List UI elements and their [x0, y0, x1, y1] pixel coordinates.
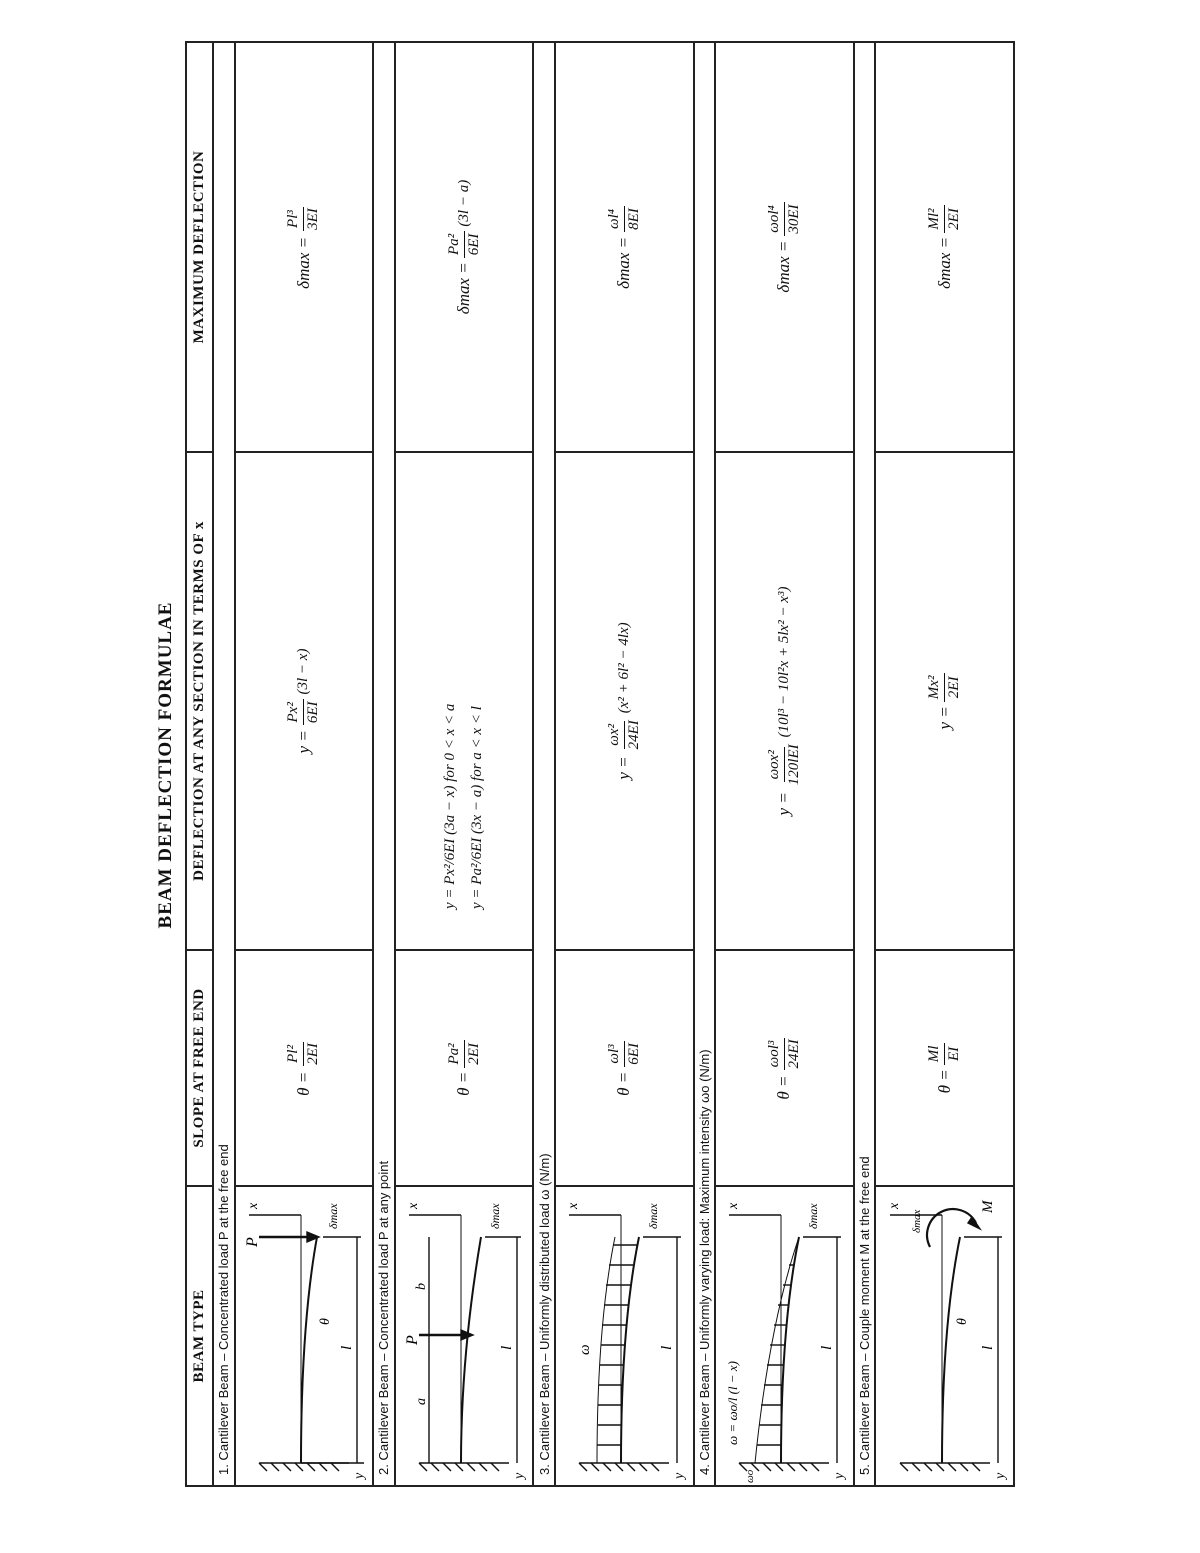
case-5-max-lhs: δmax =	[934, 236, 954, 289]
case-1-label: 1. Cantilever Beam – Concentrated load P at the free end	[213, 42, 235, 1486]
case-4-max	[715, 42, 854, 452]
case-5-defl-den: 2EI	[946, 676, 963, 699]
case-3-max-den: 8EI	[625, 208, 642, 230]
case-3-defl-den: 24EI	[625, 720, 642, 750]
case-1-max-num: Pl³	[285, 207, 304, 231]
case-2-defl-line-1: y = Px²/6EI (3a − x) for 0 < x < a	[442, 703, 459, 909]
case-4-length-label: l	[819, 1345, 836, 1350]
case-1-slope-label: θ	[317, 1318, 333, 1325]
case-2-defl-line-2: y = Pa²/6EI (3x − a) for a < x < l	[469, 706, 486, 909]
case-5-deflection	[875, 452, 1014, 950]
case-3-defl-rest: (x² + 6l² − 4lx)	[615, 622, 632, 714]
case-4-slope	[715, 950, 854, 1186]
case-1-y-label: y	[351, 1472, 367, 1479]
case-5-max	[875, 42, 1014, 452]
case-4-y-label: y	[832, 1472, 848, 1479]
case-4-label: 4. Cantilever Beam – Uniformly varying load: Maximum intensity ωo (N/m)	[694, 42, 716, 1486]
case-3-defl-num: ωx²	[606, 721, 625, 749]
case-1-slope-lhs: θ =	[293, 1071, 313, 1096]
case-5-slope-num: Ml	[926, 1043, 945, 1066]
case-1-defl-rest: (3l − x)	[295, 648, 312, 695]
case-5-max-den: 2EI	[946, 208, 963, 230]
case-5-slope-lhs: θ =	[934, 1069, 954, 1094]
case-1-max-den: 3EI	[305, 208, 322, 230]
case-2-max-lhs: δmax =	[454, 262, 474, 315]
case-2-max-rest: (3l − a)	[455, 179, 472, 227]
case-3-slope-num: ωl³	[606, 1041, 625, 1066]
case-4-dmax-label: δmax	[806, 1203, 821, 1229]
case-5-y-label: y	[992, 1472, 1008, 1479]
case-3-figure	[555, 1186, 694, 1486]
case-4-slope-den: 24EI	[785, 1039, 802, 1069]
header-slope: SLOPE AT FREE END	[186, 950, 213, 1186]
case-3-slope-lhs: θ =	[614, 1071, 634, 1096]
case-4-x-label: x	[726, 1202, 742, 1209]
case-4-defl-lhs: y =	[774, 792, 794, 816]
case-2-figure	[395, 1186, 534, 1486]
case-5-slope-label: θ	[954, 1318, 970, 1325]
case-1-length-label: l	[338, 1345, 355, 1350]
case-5-x-label: x	[886, 1202, 902, 1209]
case-5-defl-lhs: y =	[934, 706, 954, 730]
case-5-figure	[875, 1186, 1014, 1486]
case-2-beam-diagram	[399, 1189, 529, 1485]
case-2-max	[395, 42, 534, 452]
case-5-slope-den: EI	[946, 1046, 963, 1062]
case-4-deflection	[715, 452, 854, 950]
case-1-load-label: P	[243, 1237, 261, 1247]
case-1-figure	[235, 1186, 374, 1486]
header-beam-type: BEAM TYPE	[186, 1186, 213, 1486]
case-3-dmax-label: δmax	[646, 1203, 661, 1229]
case-4-w0-label: ωo	[744, 1469, 757, 1483]
case-4-slope-num: ωol³	[766, 1038, 785, 1071]
case-1-dmax-label: δmax	[325, 1203, 340, 1229]
case-5-slope	[875, 950, 1014, 1186]
case-4-beam-diagram	[719, 1189, 849, 1485]
case-3-deflection	[555, 452, 694, 950]
case-1-x-label: x	[245, 1202, 261, 1209]
case-1-max-lhs: δmax =	[293, 236, 313, 289]
case-3-slope	[555, 950, 694, 1186]
case-2-slope-den: 2EI	[465, 1043, 482, 1065]
case-5-max-num: Ml²	[926, 205, 945, 232]
case-3-load-label: ω	[577, 1344, 594, 1355]
formula-table-rotated	[185, 43, 1015, 1487]
case-1-defl-num: Px²	[285, 699, 304, 725]
case-2-slope-lhs: θ =	[454, 1071, 474, 1096]
case-4-max-num: ωol⁴	[766, 202, 785, 235]
case-3-length-label: l	[659, 1345, 676, 1350]
case-4-max-lhs: δmax =	[774, 240, 794, 293]
case-2-y-label: y	[512, 1472, 528, 1479]
case-5-length-label: l	[979, 1345, 996, 1350]
beam-formula-table	[185, 41, 1015, 1487]
document-title: BEAM DEFLECTION FORMULAE	[155, 601, 176, 929]
case-3-label: 3. Cantilever Beam – Uniformly distributed load ω (N/m)	[533, 42, 555, 1486]
case-2-max-num: Pa²	[446, 231, 465, 258]
case-1-max	[235, 42, 374, 452]
case-5-dmax-label: δmax	[910, 1209, 923, 1233]
case-3-beam-diagram	[559, 1189, 689, 1485]
case-2-deflection	[395, 452, 534, 950]
case-4-figure	[715, 1186, 854, 1486]
case-2-x-label: x	[406, 1202, 422, 1209]
case-1-defl-lhs: y =	[293, 730, 313, 754]
case-2-length-label: l	[499, 1345, 516, 1350]
case-4-load-label: ω = ωo/l (l − x)	[725, 1361, 741, 1445]
case-1-beam-diagram	[239, 1189, 369, 1485]
case-3-max-lhs: δmax =	[614, 236, 634, 289]
case-4-defl-rest: (10l³ − 10l²x + 5lx² − x³)	[775, 586, 792, 738]
header-deflection: DEFLECTION AT ANY SECTION IN TERMS OF x	[186, 452, 213, 950]
header-max-deflection: MAXIMUM DEFLECTION	[186, 42, 213, 452]
case-4-slope-lhs: θ =	[774, 1075, 794, 1100]
case-4-defl-num: ωox²	[766, 747, 785, 782]
case-3-max-num: ωl⁴	[606, 206, 625, 232]
case-2-load-label: P	[404, 1335, 422, 1345]
case-1-defl-den: 6EI	[305, 701, 322, 724]
case-2-a-label: a	[414, 1398, 430, 1405]
case-2-slope	[395, 950, 534, 1186]
case-2-label: 2. Cantilever Beam – Concentrated load P at any point	[373, 42, 395, 1486]
case-5-label: 5. Cantilever Beam – Couple moment M at the free end	[854, 42, 876, 1486]
case-2-dmax-label: δmax	[488, 1203, 503, 1229]
case-5-defl-num: Mx²	[926, 673, 945, 703]
case-3-defl-lhs: y =	[614, 756, 634, 780]
case-3-y-label: y	[672, 1472, 688, 1479]
case-2-max-den: 6EI	[465, 233, 482, 256]
case-5-beam-diagram	[880, 1189, 1010, 1485]
case-1-slope	[235, 950, 374, 1186]
case-3-x-label: x	[566, 1202, 582, 1209]
case-1-slope-num: Pl²	[285, 1042, 304, 1066]
case-2-slope-num: Pa²	[446, 1040, 465, 1067]
case-4-defl-den: 120lEI	[785, 744, 802, 786]
case-1-deflection	[235, 452, 374, 950]
case-3-max	[555, 42, 694, 452]
case-1-slope-den: 2EI	[305, 1043, 322, 1065]
case-4-max-den: 30EI	[785, 204, 802, 234]
case-2-b-label: b	[414, 1283, 430, 1290]
case-3-slope-den: 6EI	[625, 1043, 642, 1065]
case-5-moment-label: M	[979, 1200, 996, 1213]
